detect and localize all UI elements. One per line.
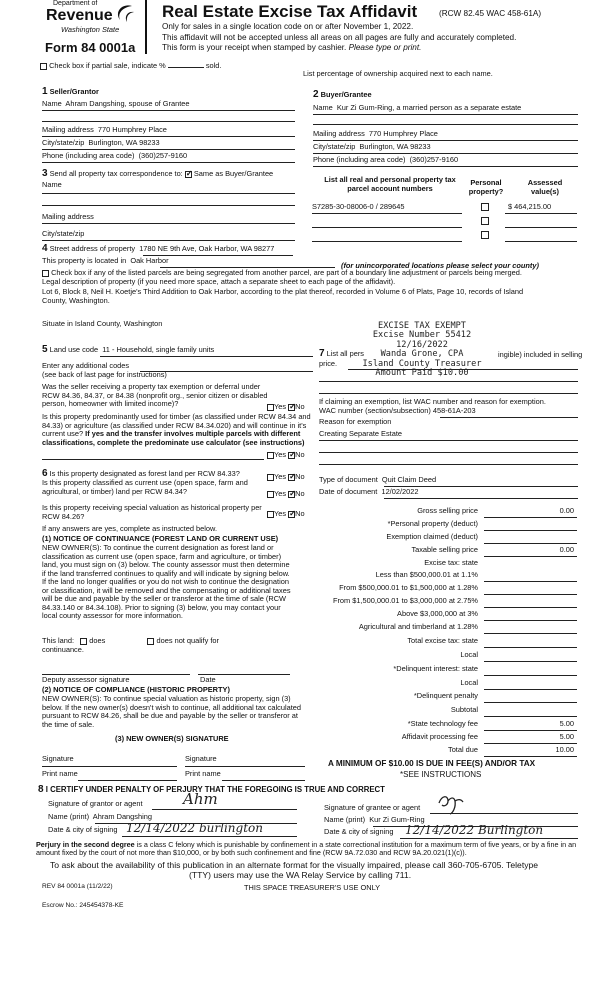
tax-exempt-line xyxy=(484,543,577,544)
seller-mail[interactable]: 770 Humphrey Place xyxy=(97,125,167,134)
forest-no-checkbox[interactable] xyxy=(288,474,295,481)
buyer-city[interactable]: Burlington, WA 98233 xyxy=(359,142,431,151)
section4-address-row: 4 Street address of property 1780 NE 9th Ave, Oak Harbor, WA 98277 xyxy=(42,243,275,254)
notice-continuance-heading: (1) NOTICE OF CONTINUANCE (FOREST LAND OR CURRENT USE) xyxy=(42,534,279,543)
owner-signature-line-2 xyxy=(185,766,305,767)
tax-b2-line xyxy=(484,594,577,595)
notice-continuance-text: NEW OWNER(S): To continue the current designation as forest land or classification as current use (open space, farm and agriculture, or timber) land, you must sign on (3) below. The county assessor must then determine if the land transferred continues to qualify and will indicate by signing below. If the land no longer qualifies or you do not wish to continue the designation or classification, it will be removed and the compensating or additional taxes will be due and payable by the seller or transferor at the time of sale (RCW 84.33.140 or 84.34.108). Prior to signing (3) below, you may contact your local county assessor for more information. xyxy=(42,543,291,621)
tax-techfee-value[interactable]: 5.00 xyxy=(559,719,574,728)
section6-intro: If any answers are yes, complete as instructed below. xyxy=(42,524,217,533)
legal-description-label: Legal description of property (if you need more space, attach a separate sheet to each page of the affidavit). xyxy=(42,277,396,286)
grantee-date-city[interactable]: 12/14/2022 Burlington xyxy=(405,823,544,837)
section7-text-3: price. xyxy=(319,359,338,368)
form-number: Form 84 0001a xyxy=(45,40,136,55)
assessed-value[interactable]: $ 464,215.00 xyxy=(508,202,552,211)
wac-row: WAC number (section/subsection) 458-61A-203 xyxy=(319,406,476,415)
forest-question: 6 Is this property designated as forest land per RCW 84.33? xyxy=(42,468,240,479)
buyer-name-row: Name Kur Zi Gum-Ring, a married person as a separate estate xyxy=(313,103,522,112)
additional-codes-2: (see back of last page for instructions) xyxy=(42,370,167,379)
tax-delinquent-local-label: Local xyxy=(460,678,478,687)
see-instructions: *SEE INSTRUCTIONS xyxy=(400,770,482,779)
tax-affidavit-fee-label: Affidavit processing fee xyxy=(401,732,478,741)
parcel-number[interactable]: S7285-30-08006-0 / 289645 xyxy=(312,202,405,211)
property-location[interactable]: Oak Harbor xyxy=(130,256,169,265)
partial-sale-label: Check box if partial sale, indicate % xyxy=(49,61,166,70)
minimum-fee-note: A MINIMUM OF $10.00 IS DUE IN FEE(S) AND/OR TAX xyxy=(328,759,536,768)
tax-techfee-line xyxy=(484,730,577,731)
tax-taxable-label: Taxable selling price xyxy=(411,545,478,554)
historic-no-checkbox[interactable] xyxy=(288,511,295,518)
grantor-signature[interactable]: Ahm xyxy=(183,790,218,808)
value-line-3 xyxy=(505,241,577,242)
header-note-3-text: This form is your receipt when stamped by cashier. xyxy=(162,43,349,52)
legal-description-3: Situate in Island County, Washington xyxy=(42,319,163,328)
seller-mail-row: Mailing address 770 Humphrey Place xyxy=(42,125,167,134)
tax-b2-label: From $500,000.01 to $1,500,000 at 1.28% xyxy=(339,583,478,592)
location-row: This property is located in Oak Harbor xyxy=(42,256,169,265)
owner-signature-line-1 xyxy=(42,766,177,767)
land-use-code[interactable]: 11 - Household, single family units xyxy=(102,345,215,354)
same-as-buyer-checkbox[interactable] xyxy=(185,171,192,178)
personal-property-header: Personal property? xyxy=(468,178,504,196)
agency-top: Department of xyxy=(53,0,98,7)
buyer-heading: 2 Buyer/Grantee xyxy=(313,89,372,100)
tax-total-label: Total due xyxy=(448,745,478,754)
section7-line-2 xyxy=(319,381,578,382)
wac-instruction: If claiming an exemption, list WAC number and reason for exemption. xyxy=(319,397,546,406)
document-type[interactable]: Quit Claim Deed xyxy=(381,475,437,484)
exemption-yes-checkbox[interactable] xyxy=(267,404,274,411)
wac-number[interactable]: 458-61A-203 xyxy=(432,406,476,415)
grantee-name[interactable]: Kur Zi Gum-Ring xyxy=(369,815,425,824)
document-date-line xyxy=(384,498,578,499)
land-use-row: 5 Land use code 11 - Household, single family units xyxy=(42,344,215,355)
buyer-mail-row: Mailing address 770 Humphrey Place xyxy=(313,129,438,138)
seller-mail-line xyxy=(42,136,295,137)
seller-name-line xyxy=(42,110,295,111)
parcel-line-1 xyxy=(312,213,462,214)
land-qualify-row: This land: does does not qualify for xyxy=(42,636,219,645)
form-rcw: (RCW 82.45 WAC 458-61A) xyxy=(439,9,542,18)
header-note-1: Only for sales in a single location code on or after November 1, 2022. xyxy=(162,22,414,31)
grantee-signature[interactable] xyxy=(436,793,466,815)
owner-signature-label-1: Signature xyxy=(42,754,74,763)
seller-phone-row: Phone (including area code) (360)257-9160 xyxy=(42,151,188,160)
tax-delinquent-state-label: *Delinquent interest: state xyxy=(393,664,478,673)
tax-b5-line xyxy=(484,633,577,634)
tax-total-state-label: Total excise tax: state xyxy=(407,636,478,645)
grantor-signature-label: Signature of grantor or agent xyxy=(48,799,143,808)
tax-personal-line xyxy=(484,530,577,531)
current-use-question: Is this property classified as current use (open space, farm and agricultural, or timber) land per RCW 84.34? xyxy=(42,478,248,496)
tax-gross-line xyxy=(484,517,577,518)
continuance-label: continuance. xyxy=(42,645,84,654)
buyer-phone[interactable]: (360)257-9160 xyxy=(409,155,459,164)
owner-print-label-2: Print name xyxy=(185,769,221,778)
reason-line-2 xyxy=(319,452,578,453)
document-date-row: Date of document 12/02/2022 xyxy=(319,487,419,496)
header-divider xyxy=(145,0,147,54)
tax-affidavit-fee-value[interactable]: 5.00 xyxy=(559,732,574,741)
timber-no-checkbox[interactable] xyxy=(288,452,295,459)
reason-line-3 xyxy=(319,464,578,465)
owner-signature-label-2: Signature xyxy=(185,754,217,763)
timber-question: Is this property predominantly used for timber (as classified under RCW 84.34 and 84.33) or agriculture (as classified under RCW 84.34.020) and will continue in it's current use? If yes and the transfer involves multiple parcels with different classifications, complete the predominate use calculator (see instructions) xyxy=(42,412,311,447)
tax-local-label: Local xyxy=(460,650,478,659)
tax-affidavit-fee-line xyxy=(484,743,577,744)
header-note-3-italic: Please type or print. xyxy=(348,43,422,52)
grantor-signature-line xyxy=(152,809,297,810)
agency-name: Revenue xyxy=(46,7,113,24)
tax-gross-label: Gross selling price xyxy=(417,506,478,515)
tax-total-value[interactable]: 10.00 xyxy=(555,745,574,754)
tax-personal-label: *Personal property (deduct) xyxy=(387,519,478,528)
historic-yes-checkbox[interactable] xyxy=(267,511,274,518)
grantee-date-label: Date & city of signing xyxy=(324,827,394,836)
tax-delinquent-state-line xyxy=(484,675,577,676)
tax-b3-label: From $1,500,000.01 to $3,000,000 at 2.75% xyxy=(332,596,478,605)
grantee-signature-label: Signature of grantee or agent xyxy=(324,803,421,812)
tax-b4-label: Above $3,000,000 at 3% xyxy=(397,609,478,618)
partial-sale-row xyxy=(40,62,221,71)
timber-question-underline xyxy=(42,459,264,460)
seller-city-row: City/state/zip Burlington, WA 98233 xyxy=(42,138,160,147)
parcel-line-3 xyxy=(312,241,462,242)
timber-yes-checkbox[interactable] xyxy=(267,452,274,459)
partial-percent-field[interactable] xyxy=(168,67,204,68)
property-address[interactable]: 1780 NE 9th Ave, Oak Harbor, WA 98277 xyxy=(139,244,275,253)
seller-heading: 1 Seller/Grantor xyxy=(42,86,99,97)
document-type-row: Type of document Quit Claim Deed xyxy=(319,475,437,484)
exemption-no-checkbox[interactable] xyxy=(288,404,295,411)
seller-name[interactable]: Ahram Dangshing, spouse of Grantee xyxy=(65,99,190,108)
ownership-note: List percentage of ownership acquired next to each name. xyxy=(303,69,493,78)
tax-subtotal-line xyxy=(484,716,577,717)
current-use-no-checkbox[interactable] xyxy=(288,491,295,498)
land-use-line xyxy=(100,356,313,357)
tax-b4-line xyxy=(484,620,577,621)
tax-total-state-line xyxy=(484,647,577,648)
historic-question: Is this property receiving special valuation as historical property per RCW 84.26? xyxy=(42,503,262,521)
parcels-header: List all real and personal property tax parcel account numbers xyxy=(324,175,456,193)
section3-name-line xyxy=(42,193,295,194)
partial-sale-checkbox[interactable] xyxy=(40,63,47,70)
escrow-number: Escrow No.: 245454378-KE xyxy=(42,902,124,909)
grantee-signature-line xyxy=(430,813,578,814)
additional-codes-line xyxy=(140,371,313,372)
buyer-city-line xyxy=(313,153,578,154)
grantor-name-row: Name (print) Ahram Dangshing xyxy=(48,812,152,821)
deputy-date-label: Date xyxy=(200,675,216,684)
tax-taxable-line xyxy=(484,556,577,557)
segregation-checkbox[interactable] xyxy=(42,270,49,277)
legal-description-1: Lot 6, Block 8, Neil H. Koetje's Third Addition to Oak Harbor, according to the plat thereof, recorded in Volume 6 of Plats, Page 10, records of Island xyxy=(42,287,524,296)
new-owner-signature-heading: (3) NEW OWNER(S) SIGNATURE xyxy=(115,734,229,743)
section3-name-line-2 xyxy=(42,205,295,206)
exemption-question: Was the seller receiving a property tax exemption or deferral under RCW 84.36, 84.37, or 84.38 (nonprofit org., senior citizen or disabled person, homeowner with limited income)? xyxy=(42,382,268,409)
tax-b5-label: Agricultural and timberland at 1.28% xyxy=(358,622,478,631)
buyer-city-row: City/state/zip Burlington, WA 98233 xyxy=(313,142,431,151)
tax-total-line xyxy=(484,756,577,757)
reason-line-1 xyxy=(319,440,578,441)
header-note-2: This affidavit will not be accepted unless all areas on all pages are fully and accurately completed. xyxy=(162,33,517,42)
owner-print-line-1 xyxy=(78,780,177,781)
timber-answer: Yes ✓ No xyxy=(267,451,305,460)
section3-name-label: Name xyxy=(42,180,62,189)
buyer-name-line xyxy=(313,114,578,115)
wac-line xyxy=(440,417,578,418)
document-date[interactable]: 12/02/2022 xyxy=(381,487,419,496)
form-title: Real Estate Excise Tax Affidavit xyxy=(162,2,418,21)
certify-heading: 8 I CERTIFY UNDER PENALTY OF PERJURY THAT THE FOREGOING IS TRUE AND CORRECT xyxy=(38,784,385,795)
alt-format-note-2: (TTY) users may use the WA Relay Service by calling 711. xyxy=(189,870,412,880)
seller-city-line xyxy=(42,149,295,150)
partial-sold-label: sold. xyxy=(205,61,222,70)
tax-delinquent-local-line xyxy=(484,689,577,690)
value-line-2 xyxy=(505,227,577,228)
owner-print-line-2 xyxy=(222,780,305,781)
location-note: (for unincorporated locations please select your county) xyxy=(341,261,539,270)
section3-row: 3 Send all property tax correspondence to: ✓ Same as Buyer/Grantee xyxy=(42,168,273,180)
exemption-reason[interactable]: Creating Separate Estate xyxy=(319,429,402,438)
buyer-phone-row: Phone (including area code) (360)257-9160 xyxy=(313,155,459,164)
tax-b1-label: Less than $500,000.01 at 1.1% xyxy=(375,570,478,579)
tax-penalty-line xyxy=(484,702,577,703)
buyer-name[interactable]: Kur Zi Gum-Ring, a married person as a separate estate xyxy=(336,103,522,112)
current-use-yes-checkbox[interactable] xyxy=(267,491,274,498)
tax-exempt-label: Exemption claimed (deduct) xyxy=(386,532,478,541)
segregation-row: Check box if any of the listed parcels are being segregated from another parcel, are part of a boundary line adjustment or parcels being merged. xyxy=(42,269,522,278)
historic-answer: Yes ✓ No xyxy=(267,510,305,519)
personal-property-checkbox-2[interactable] xyxy=(481,217,489,225)
land-does-checkbox[interactable] xyxy=(80,638,87,645)
tax-techfee-label: *State technology fee xyxy=(407,719,478,728)
treasurer-use-label: THIS SPACE TREASURER'S USE ONLY xyxy=(244,883,381,892)
alt-format-note-1: To ask about the availability of this publication in an alternate format for the visually impaired, please call 360-705-6705. Teletype xyxy=(50,860,539,870)
section3-city-line xyxy=(42,240,295,241)
seller-phone-line xyxy=(42,162,295,163)
section3-city-label: City/state/zip xyxy=(42,229,85,238)
personal-property-checkbox-1[interactable] xyxy=(481,203,489,211)
seller-city[interactable]: Burlington, WA 98233 xyxy=(88,138,160,147)
section3-mail-label: Mailing address xyxy=(42,212,94,221)
tax-local-line xyxy=(484,661,577,662)
tax-b1-line xyxy=(484,581,577,582)
perjury-note: Perjury in the second degree is a class C felony which is punishable by confinement in a state correctional institution for a maximum term of five years, or by a fine in an amount fixed by the court of not more than $10,000, or by both such confinement and fine (RCW 9A.72.030 and RCW 9A.20.021(1)(c)). xyxy=(36,840,577,858)
section7-row: 7 List all pers xyxy=(319,348,365,359)
dor-logo-icon xyxy=(114,4,136,24)
tax-state-label: Excise tax: state xyxy=(424,558,478,567)
grantor-date-city[interactable]: 12/14/2022 burlington xyxy=(126,821,263,835)
land-does-not-checkbox[interactable] xyxy=(147,638,154,645)
seller-name-row: Name Ahram Dangshing, spouse of Grantee xyxy=(42,99,190,108)
parcel-line-2 xyxy=(312,227,462,228)
buyer-name-line-2 xyxy=(313,124,578,125)
tax-penalty-label: *Delinquent penalty xyxy=(413,691,478,700)
notice-compliance-heading: (2) NOTICE OF COMPLIANCE (HISTORIC PROPERTY) xyxy=(42,685,230,694)
tax-subtotal-label: Subtotal xyxy=(450,705,478,714)
current-use-answer: Yes ✓ No xyxy=(267,490,305,499)
grantor-name[interactable]: Ahram Dangshing xyxy=(92,812,152,821)
personal-property-checkbox-3[interactable] xyxy=(481,231,489,239)
forest-answer: Yes ✓ No xyxy=(267,473,305,482)
treasurer-stamp: EXCISE TAX EXEMPT Excise Number 55412 12/16/2022 Wanda Grone, CPA Island County Treasurer Amount Paid $10.00 xyxy=(362,321,482,379)
deputy-signature-label: Deputy assessor signature xyxy=(42,675,130,684)
revision-number: REV 84 0001a (11/2/22) xyxy=(42,883,113,890)
grantee-name-row: Name (print) Kur Zi Gum-Ring xyxy=(324,815,425,824)
exemption-answer: Yes ✓ No xyxy=(267,403,305,412)
additional-codes-1: Enter any additional codes xyxy=(42,361,130,370)
tax-gross-value[interactable]: 0.00 xyxy=(559,506,574,515)
grantor-date-line xyxy=(122,836,297,837)
forest-yes-checkbox[interactable] xyxy=(267,474,274,481)
notice-compliance-text: NEW OWNER(S): To continue special valuation as historic property, sign (3) below. If the new owner(s) doesn't wish to continue, all additional tax calculated pursuant to RCW 84.26, shall be due and payable by the seller or transferor at the time of sale. xyxy=(42,694,302,729)
tax-taxable-value[interactable]: 0.00 xyxy=(559,545,574,554)
buyer-mail[interactable]: 770 Humphrey Place xyxy=(368,129,438,138)
seller-name-line-2 xyxy=(42,121,295,122)
assessed-value-header: Assessed value(s) xyxy=(527,178,563,196)
section3-mail-line xyxy=(42,223,295,224)
state-name: Washington State xyxy=(61,25,120,34)
buyer-mail-line xyxy=(313,140,578,141)
value-line-1 xyxy=(505,213,577,214)
header-note-3 xyxy=(162,43,421,52)
seller-phone[interactable]: (360)257-9160 xyxy=(138,151,188,160)
section7-line-3 xyxy=(319,393,578,394)
owner-print-label-1: Print name xyxy=(42,769,78,778)
reason-label: Reason for exemption xyxy=(319,417,392,426)
tax-b3-line xyxy=(484,607,577,608)
legal-description-2: County, Washington. xyxy=(42,296,110,305)
buyer-phone-line xyxy=(313,166,578,167)
grantee-date-line xyxy=(400,838,578,839)
grantor-date-label: Date & city of signing xyxy=(48,825,118,834)
section7-text-2: ingible) included in selling xyxy=(498,350,583,359)
section7-line-1 xyxy=(348,369,578,370)
